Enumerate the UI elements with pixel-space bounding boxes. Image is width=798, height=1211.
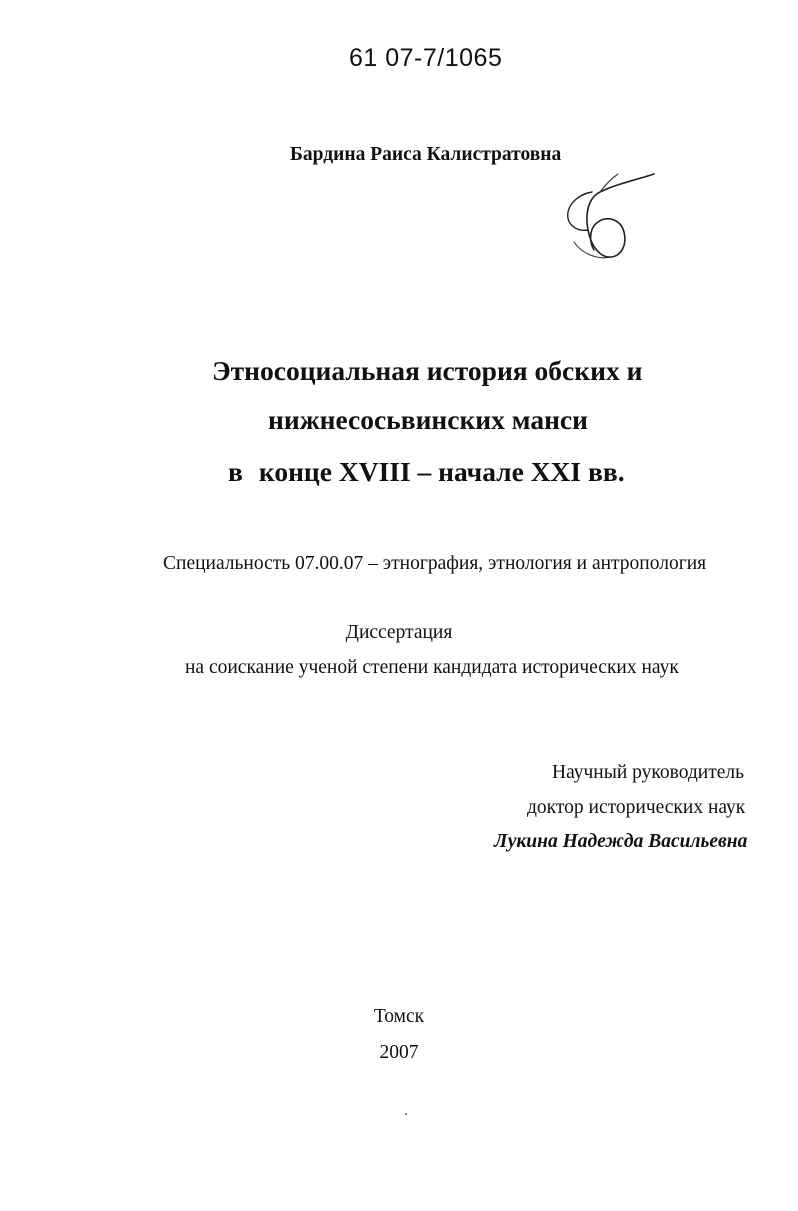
supervisor-degree: доктор исторических наук [527, 797, 746, 818]
scan-speck [405, 1113, 407, 1115]
speciality: Специальность 07.00.07 – этнография, этнология и антропология [163, 553, 707, 574]
dissertation-title-line-2: нижнесосьвинских манси [268, 404, 588, 435]
author-name: Бардина Раиса Калистратовна [290, 144, 562, 165]
city: Томск [373, 1006, 425, 1027]
title-preposition: в [228, 456, 243, 487]
dissertation-title-line-3 [228, 456, 625, 488]
supervisor-name: Лукина Надежда Васильевна [494, 831, 748, 852]
title-period: конце XVIII – начале XXI вв. [258, 456, 625, 487]
dissertation-degree: на соискание ученой степени кандидата исторических наук [185, 657, 679, 678]
year: 2007 [379, 1042, 419, 1063]
supervisor-label: Научный руководитель [552, 762, 745, 783]
catalog-number: 61 07-7/1065 [349, 44, 503, 72]
handwritten-signature-icon [558, 168, 662, 264]
dissertation-type: Диссертация [345, 622, 453, 643]
dissertation-title-line-1: Этносоциальная история обских и [212, 355, 643, 386]
